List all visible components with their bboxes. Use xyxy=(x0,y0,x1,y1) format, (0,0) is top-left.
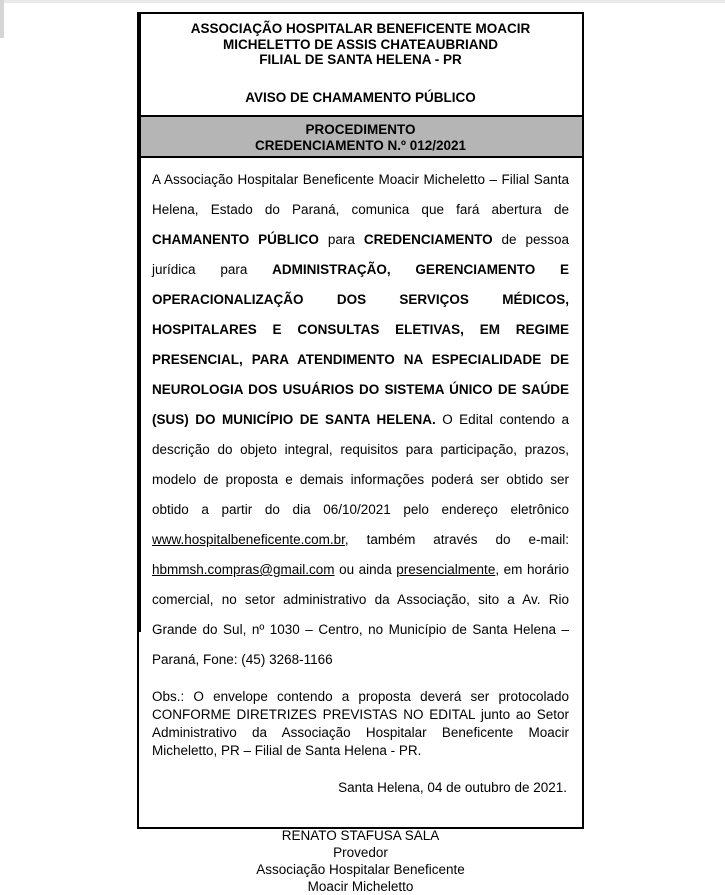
website-link[interactable]: www.hospitalbeneficente.com.br xyxy=(152,532,345,547)
underlined-word: presencialmente xyxy=(396,562,496,577)
page-left-edge xyxy=(0,0,4,38)
signature-org-line-2: Moacir Micheletto xyxy=(307,879,414,894)
email-link[interactable]: hbmmsh.compras@gmail.com xyxy=(152,562,335,577)
signature-role: Provedor xyxy=(333,845,388,860)
document-body xyxy=(139,165,582,894)
signature-name: RENATO STAFUSA SALA xyxy=(281,828,440,843)
obs-paragraph: Obs.: O envelope contendo a proposta deverá ser protocolado CONFORME DIRETRIZES PREVISTAS NO EDITAL junto ao Setor Administrativo da Associação Hospitalar Beneficente Moacir Micheletto, PR – Filial de Santa Helena - PR. xyxy=(152,689,569,758)
body-text: para xyxy=(318,232,364,247)
bold-emphasis: CHAMANENTO PÚBLICO xyxy=(152,232,319,247)
procedure-banner xyxy=(139,117,582,158)
main-paragraph xyxy=(152,165,569,675)
document xyxy=(137,12,584,894)
org-title-line-1: ASSOCIAÇÃO HOSPITALAR BENEFICENTE MOACIR xyxy=(190,21,531,36)
left-border-bar xyxy=(137,12,141,632)
body-text: ou ainda xyxy=(334,562,397,577)
date-line: Santa Helena, 04 de outubro de 2021. xyxy=(338,780,567,795)
org-title-line-3: FILIAL DE SANTA HELENA - PR xyxy=(259,52,462,67)
document-header xyxy=(139,14,582,117)
org-title-line-2: MICHELETTO DE ASSIS CHATEAUBRIAND xyxy=(222,36,498,52)
notice-title: AVISO DE CHAMAMENTO PÚBLICO xyxy=(245,89,476,105)
bold-emphasis: CREDENCIAMENTO xyxy=(363,232,493,247)
bold-emphasis: ADMINISTRAÇÃO, GERENCIAMENTO E OPERACIONALIZAÇÃO DOS SERVIÇOS MÉDICOS, HOSPITALARES E CONSULTAS ELETIVAS, EM REGIME PRESENCIAL, PARA ATENDIMENTO NA ESPECIALIDADE DE NEUROLOGIA DOS USUÁRIOS DO SISTEMA ÚNICO DE SAÚDE (SUS) DO MUNICÍPIO DE SANTA HELENA. xyxy=(152,262,569,427)
banner-line-1: PROCEDIMENTO xyxy=(305,122,416,137)
body-text: , também através do e-mail: xyxy=(344,532,569,547)
body-text: de pessoa jurídica para xyxy=(152,232,569,277)
body-text: A Associação Hospitalar Beneficente Moacir Micheletto – Filial Santa Helena, Estado do Paraná, comunica que fará abertura de xyxy=(152,172,569,217)
body-text: , em horário comercial, no setor administrativo da Associação, sito a Av. Rio Grande do Sul, nº 1030 – Centro, no Município de Santa Helena – Paraná, Fone: (45) 3268-1166 xyxy=(152,562,569,667)
page-top-edge xyxy=(0,0,725,3)
body-text: O Edital contendo a descrição do objeto integral, requisitos para participação, prazos, modelo de proposta e demais informações poderá ser obtido ser obtido a partir do dia 06/10/2021 pelo endereço eletrônico xyxy=(152,412,569,517)
banner-line-2: CREDENCIAMENTO N.º 012/2021 xyxy=(255,138,466,153)
signature-org-line-1: Associação Hospitalar Beneficente xyxy=(256,862,465,877)
signature-block xyxy=(152,827,569,895)
